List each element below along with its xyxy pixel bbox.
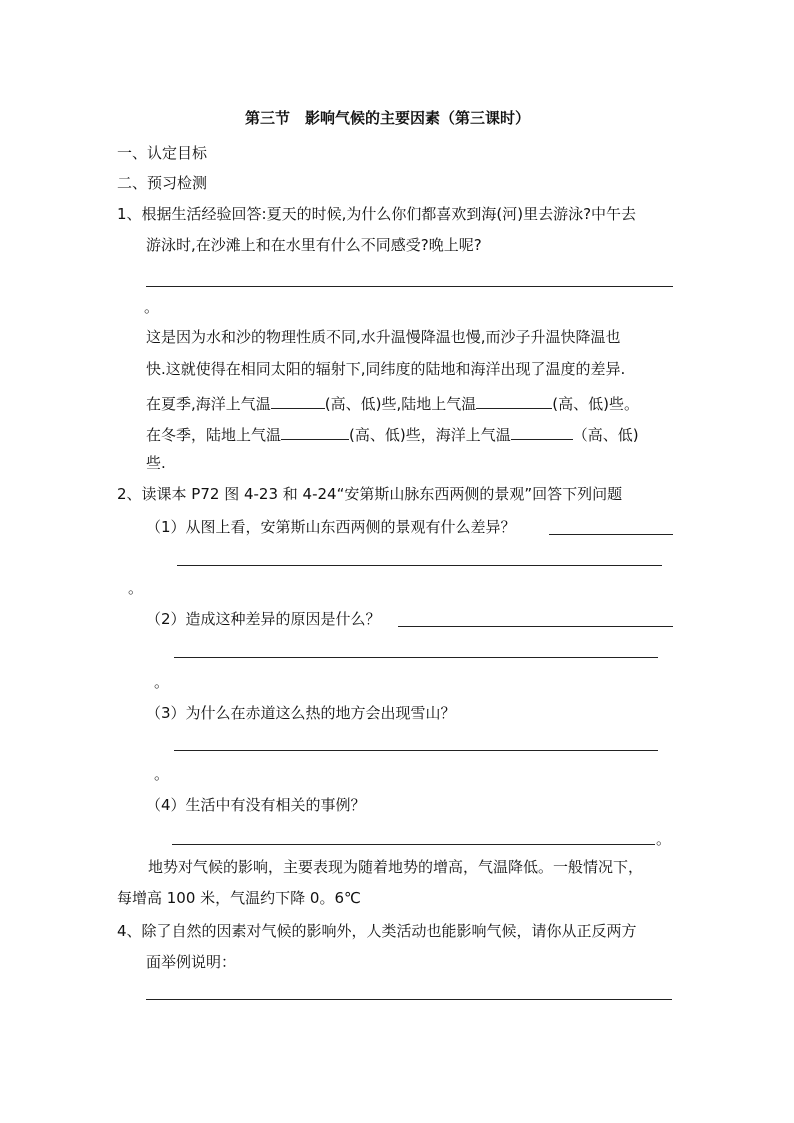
q1-summer-line bbox=[146, 394, 639, 412]
q4-line1: 4、除了自然的因素对气候的影响外，人类活动也能影响气候，请你从正反两方 bbox=[117, 922, 637, 940]
q2-sub1: （1）从图上看，安第斯山东西两侧的景观有什么差异？ bbox=[146, 518, 516, 536]
q1-summer-a: 在夏季,海洋上气温 bbox=[146, 395, 271, 413]
q1-para-end: 些. bbox=[146, 454, 166, 472]
q2-sub2: （2）造成这种差异的原因是什么？ bbox=[146, 610, 381, 628]
q2-sub1-end: 。 bbox=[128, 579, 144, 597]
q2-sub3-answer-line[interactable] bbox=[174, 750, 658, 751]
q1-summer-c: (高、低)些。 bbox=[552, 395, 639, 413]
q1-winter-b: (高、低)些，海洋上气温 bbox=[349, 426, 511, 444]
q1-winter-sea-blank[interactable] bbox=[511, 425, 573, 440]
q1-winter-line bbox=[146, 425, 639, 443]
q1-para-line2: 快.这就使得在相同太阳的辐射下,同纬度的陆地和海洋出现了温度的差异. bbox=[146, 360, 626, 378]
q1-para-line1: 这是因为水和沙的物理性质不同,水升温慢降温也慢,而沙子升温快降温也 bbox=[146, 328, 621, 346]
q1-winter-a: 在冬季，陆地上气温 bbox=[146, 426, 282, 444]
q1-summer-b: (高、低)些,陆地上气温 bbox=[324, 395, 477, 413]
q1-end-mark: 。 bbox=[144, 298, 160, 316]
q1-answer-line[interactable] bbox=[146, 286, 673, 287]
q4-answer-line[interactable] bbox=[146, 999, 672, 1000]
q1-winter-land-blank[interactable] bbox=[281, 425, 349, 440]
q2-sub4-answer-line[interactable] bbox=[172, 844, 655, 845]
q2-sub2-answer-line-1[interactable] bbox=[398, 626, 673, 627]
q4-line2: 面举例说明： bbox=[146, 953, 237, 971]
q1-summer-sea-blank[interactable] bbox=[271, 394, 325, 409]
q1-summer-land-blank[interactable] bbox=[476, 394, 552, 409]
section-heading-goals: 一、认定目标 bbox=[117, 144, 208, 162]
q2-sub4-end: 。 bbox=[656, 830, 672, 848]
q2-line1: 2、读课本 P72 图 4-23 和 4-24“安第斯山脉东西两侧的景观”回答下列问题 bbox=[117, 485, 623, 503]
q2-sub4: （4）生活中有没有相关的事例？ bbox=[146, 796, 366, 814]
altitude-para-line2: 每增高 100 米，气温约下降 0。6℃ bbox=[117, 889, 361, 907]
q1-winter-c: （高、低) bbox=[572, 426, 639, 444]
q2-sub2-end: 。 bbox=[154, 673, 170, 691]
q2-sub3: （3）为什么在赤道这么热的地方会出现雪山？ bbox=[146, 704, 456, 722]
q1-line2: 游泳时,在沙滩上和在水里有什么不同感受?晚上呢? bbox=[146, 236, 482, 254]
q2-sub1-answer-line-2[interactable] bbox=[177, 565, 662, 566]
q1-line1: 1、根据生活经验回答:夏天的时候,为什么你们都喜欢到海(河)里去游泳?中午去 bbox=[117, 205, 637, 223]
altitude-para-line1: 地势对气候的影响，主要表现为随着地势的增高，气温降低。一般情况下， bbox=[148, 858, 644, 876]
q2-sub1-answer-line-1[interactable] bbox=[549, 534, 673, 535]
page-title: 第三节 影响气候的主要因素（第三课时） bbox=[245, 109, 531, 127]
q2-sub3-end: 。 bbox=[154, 765, 170, 783]
section-heading-preview: 二、预习检测 bbox=[117, 174, 208, 192]
q2-sub2-answer-line-2[interactable] bbox=[174, 657, 658, 658]
